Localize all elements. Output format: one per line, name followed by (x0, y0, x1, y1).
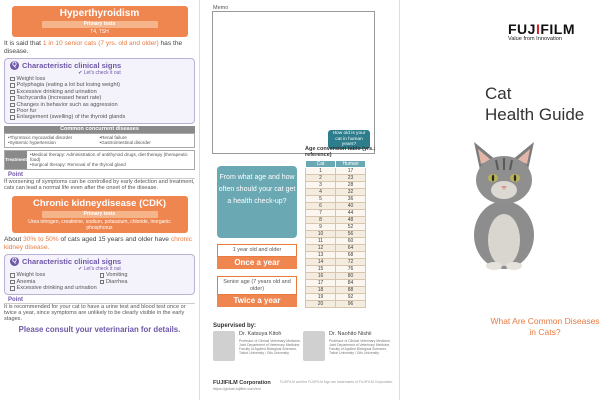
logo-red-i: I (535, 21, 541, 37)
table-row (306, 266, 366, 273)
cat-pupil-right (514, 175, 516, 182)
table-row (306, 259, 366, 266)
table-row (306, 301, 366, 308)
cover-subtitle: What Are Common Diseases in Cats? (490, 316, 600, 337)
cat-pupil-left (492, 175, 494, 182)
human-age-cell: 17 (336, 168, 366, 175)
human-age-cell: 88 (336, 287, 366, 294)
human-age-cell: 64 (336, 245, 366, 252)
sign-label: Weight loss (16, 76, 46, 82)
cat-age-cell: 19 (306, 294, 336, 301)
question-icon: Q (10, 257, 19, 266)
human-age-cell: 92 (336, 294, 366, 301)
interval-frequency: Once a year (217, 257, 297, 269)
checkbox-icon[interactable] (10, 90, 15, 95)
intro-highlight: 30% to 50% (23, 236, 59, 244)
sign-label: Polyphagia (eating a lot but losing weight) (16, 82, 121, 89)
human-age-cell: 60 (336, 238, 366, 245)
checkbox-icon[interactable] (100, 280, 105, 285)
table-row (306, 252, 366, 259)
checkbox-icon[interactable] (10, 77, 15, 82)
checkup-panel (200, 0, 400, 400)
signs-title-text: Characteristic clinical signs (22, 61, 122, 70)
signs-title-text: Characteristic clinical signs (22, 257, 122, 267)
corporation-name: FUJIFILM Corporation (213, 380, 271, 386)
doctor-photo (213, 331, 235, 361)
age-table-title: Age conversion table (yrs.; reference) (305, 146, 376, 158)
checkup-question: From what age and how often should your cat get a health check-up? (217, 166, 297, 238)
check-label: ✔ Let's check it out (78, 70, 121, 76)
fujifilm-logo (508, 21, 575, 42)
checkbox-icon[interactable] (10, 83, 15, 88)
doctor-photo (303, 331, 325, 361)
cat-age-cell: 9 (306, 224, 336, 231)
ckd-title: Chronic kidneydisease (CDK) (32, 198, 167, 210)
cat-age-cell: 14 (306, 259, 336, 266)
doctor-description: Professor of Clinical Veterinary Medicine, Joint Department of Veterinary Medicine, Faculty of Applied Biological Sciences, Tottori University / Gifu University (329, 339, 391, 356)
signs-title (10, 257, 189, 266)
human-age-cell: 72 (336, 259, 366, 266)
table-row (306, 238, 366, 245)
cat-age-cell: 8 (306, 217, 336, 224)
cat-age-cell: 15 (306, 266, 336, 273)
cat-illustration (452, 140, 557, 270)
age-question-bubble: How old is your cat in human years? (328, 130, 370, 149)
table-row (306, 210, 366, 217)
cat-age-cell: 2 (306, 175, 336, 182)
primary-tests-values: T4, TSH (90, 29, 109, 35)
primary-tests-values: Urea nitrogen, creatinine, sodium, potassium, chloride, inorganic phosphorus (28, 219, 171, 232)
cover-title (485, 83, 584, 125)
checkup-interval-1 (217, 244, 297, 269)
treatment-medical: •Medical therapy: Administration of antithyroid drugs, diet therapy (therapeutic food) (29, 151, 188, 163)
human-age-cell: 48 (336, 217, 366, 224)
sign-label: Enlargement (swelling) of the thyroid glands (16, 114, 126, 121)
question-icon: Q (10, 61, 19, 70)
checkbox-icon[interactable] (10, 109, 15, 114)
table-row (306, 273, 366, 280)
sign-item[interactable] (100, 279, 190, 285)
cat-age-cell: 7 (306, 210, 336, 217)
interval-condition: Senior age (7 years old and older) (217, 276, 297, 295)
corporation-url[interactable]: https://global.fujifilm.com/en/ (213, 387, 261, 391)
doctor-description: Professor of Clinical Veterinary Medicine, Joint Department of Veterinary Medicine, Faculty of Applied Biological Sciences, Tottori University / Gifu University (239, 339, 301, 356)
ckd-intro (0, 236, 199, 252)
supervised-label: Supervised by: (213, 323, 257, 329)
human-age-cell: 84 (336, 280, 366, 287)
cat-age-cell: 4 (306, 189, 336, 196)
human-age-cell: 80 (336, 273, 366, 280)
diseases-panel (0, 0, 200, 400)
list-item: •Renal failure (99, 134, 127, 140)
sign-label: Vomiting (106, 272, 128, 279)
list-item: •Thyrotoxic myocardial disorder (8, 134, 73, 140)
logo-part: FILM (540, 21, 575, 37)
logo-part: FUJ (508, 21, 536, 37)
sign-label: Excessive drinking and urination (16, 88, 97, 95)
sign-item[interactable] (10, 114, 189, 120)
title-line: Cat (485, 84, 512, 103)
cat-age-cell: 18 (306, 287, 336, 294)
logo-wordmark (508, 21, 575, 37)
column-header-cat: Cat (306, 161, 336, 168)
intro-highlight: chronic kidney disease. (4, 236, 193, 252)
checkbox-icon[interactable] (10, 273, 15, 278)
cat-age-cell: 5 (306, 196, 336, 203)
age-table-body (306, 168, 366, 308)
treatment-label: Treatment (5, 151, 27, 169)
intro-text: It is said that (4, 40, 43, 47)
checkbox-icon[interactable] (10, 96, 15, 101)
doctor-name: Dr. Katsuya Kitoh (239, 331, 282, 337)
table-row (306, 245, 366, 252)
check-label: ✔ Let's check it out (78, 266, 121, 273)
human-age-cell: 36 (336, 196, 366, 203)
table-row (306, 224, 366, 231)
checkbox-icon[interactable] (10, 286, 15, 291)
memo-label: Memo (213, 5, 229, 11)
intro-highlight: 1 in 10 senior cats (7 yrs. old and older) (42, 40, 159, 47)
point-heading: Point (4, 297, 195, 304)
concurrent-diseases-header: Common concurrent diseases (4, 126, 195, 133)
trademark-note: FUJIFILM and the FUJIFILM logo are trademarks of FUJIFILM Corporation. (280, 380, 394, 384)
ckd-signs-grid (10, 272, 189, 285)
sign-label: Excessive drinking and urination (16, 285, 97, 292)
cat-paw-left (486, 262, 502, 270)
cat-paw-right (506, 262, 522, 270)
table-row (306, 280, 366, 287)
primary-tests-label: Primary tests (42, 211, 158, 218)
human-age-cell: 40 (336, 203, 366, 210)
cover-panel (400, 0, 600, 400)
age-conversion-table (305, 160, 366, 308)
intro-text-end: has the disease. (4, 40, 183, 55)
checkbox-icon[interactable] (10, 280, 15, 285)
ckd-signs (4, 254, 195, 294)
human-age-cell: 56 (336, 231, 366, 238)
sign-label: Poor fur (16, 108, 37, 115)
table-row (306, 287, 366, 294)
cat-age-cell: 17 (306, 280, 336, 287)
intro-text: of cats aged 15 years and older have (58, 236, 171, 244)
concurrent-diseases-list (4, 133, 195, 148)
sign-label: Anemia (16, 278, 36, 285)
treatment-surgical: •Surgical therapy: Removal of the thyroid gland (29, 162, 126, 168)
table-row (306, 231, 366, 238)
cat-age-cell: 6 (306, 203, 336, 210)
cat-age-cell: 11 (306, 238, 336, 245)
list-item: •Systemic hypertension (8, 140, 56, 146)
human-age-cell: 28 (336, 182, 366, 189)
interval-condition: 1 year old and older (217, 244, 297, 257)
cat-chest (488, 214, 520, 266)
cat-age-cell: 10 (306, 231, 336, 238)
point-text: If worsening of symptoms can be controlled by early detection and treatment, cats can lead a normal life even after the onset of the disease. (4, 178, 195, 192)
hyperthyroidism-intro (0, 40, 199, 56)
ckd-header (12, 196, 188, 233)
interval-frequency: Twice a year (217, 295, 297, 307)
hyperthyroidism-header (12, 6, 188, 37)
point-heading: Point (4, 172, 195, 179)
human-age-cell: 96 (336, 301, 366, 308)
point-text: It is recommended for your cat to have a urine test and blood test once or twice a year, since symptoms are unlikely to be clearly visible in the early stages. (4, 303, 186, 323)
checkup-interval-2 (217, 276, 297, 307)
sign-label: Diarrhea (106, 278, 128, 285)
table-row (306, 189, 366, 196)
consult-message: Please consult your veterinarian for details. (18, 324, 181, 334)
doctor-name: Dr. Naohito Nishii (329, 331, 372, 337)
checkbox-icon[interactable] (100, 273, 105, 278)
table-row (306, 182, 366, 189)
intro-text: About (4, 236, 24, 244)
sign-label: Weight loss (16, 272, 46, 279)
checkbox-icon[interactable] (10, 115, 15, 120)
table-row (306, 168, 366, 175)
list-item: •Gastrointestinal disorder (99, 140, 151, 146)
cat-age-cell: 1 (306, 168, 336, 175)
sign-label: Changes in behavior such as aggression (16, 101, 118, 108)
title-line: Health Guide (485, 105, 585, 124)
sign-item[interactable] (10, 285, 189, 291)
table-row (306, 196, 366, 203)
signs-title (10, 61, 189, 70)
column-header-human: Human (336, 161, 366, 168)
cat-age-cell: 13 (306, 252, 336, 259)
table-header-row (306, 161, 366, 168)
cat-age-cell: 16 (306, 273, 336, 280)
human-age-cell: 44 (336, 210, 366, 217)
hyperthyroidism-title: Hyperthyroidism (59, 8, 140, 19)
table-row (306, 294, 366, 301)
checkbox-icon[interactable] (10, 103, 15, 108)
sign-label: Tachycardia (increased heart rate) (16, 95, 102, 102)
hyperthyroidism-signs (4, 58, 195, 124)
cat-age-cell: 3 (306, 182, 336, 189)
primary-tests-label: Primary tests (42, 21, 158, 28)
human-age-cell: 68 (336, 252, 366, 259)
human-age-cell: 52 (336, 224, 366, 231)
treatment-body (27, 151, 194, 169)
cat-age-cell: 12 (306, 245, 336, 252)
human-age-cell: 32 (336, 189, 366, 196)
cat-age-cell: 20 (306, 301, 336, 308)
human-age-cell: 23 (336, 175, 366, 182)
table-row (306, 217, 366, 224)
logo-tagline: Value from Innovation (508, 36, 563, 42)
human-age-cell: 76 (336, 266, 366, 273)
treatment-box (4, 150, 195, 170)
table-row (306, 203, 366, 210)
table-row (306, 175, 366, 182)
